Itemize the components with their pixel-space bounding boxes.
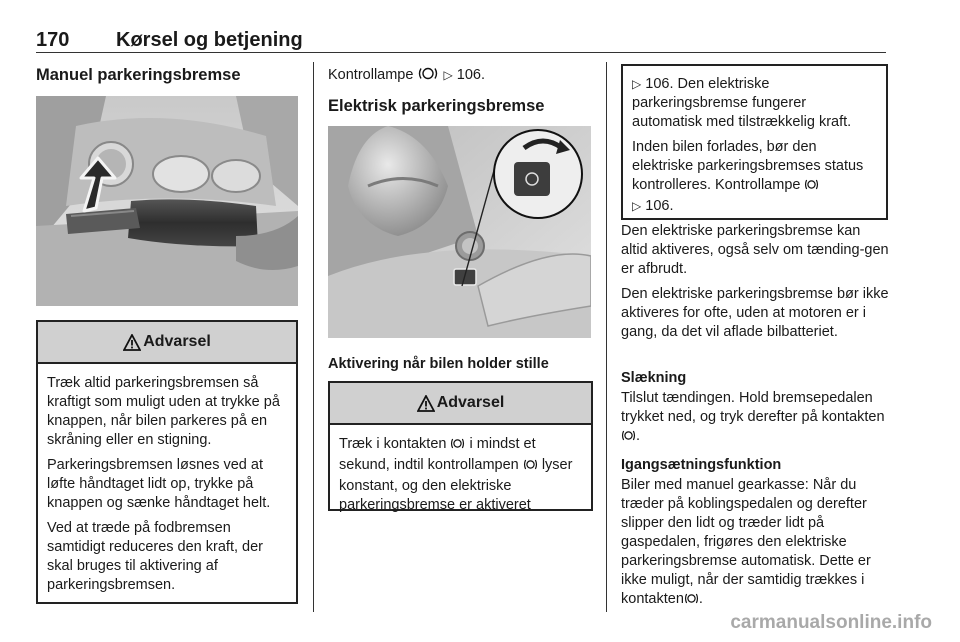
- page-ref-icon: ▷: [443, 68, 453, 82]
- warning-text: lyser konstant, og den elektriske parkeringsbremse er aktiveret: [339, 457, 573, 513]
- warning-title: Advarsel: [143, 333, 211, 350]
- release-text: [621, 389, 889, 448]
- electric-parking-brake-photo: [328, 126, 591, 338]
- body-paragraph: Den elektriske parkeringsbremse bør ikke aktiveres for ofte, uden at motoren er i gang, da det vil aflade bilbatteriet.: [621, 286, 889, 340]
- indicator-reference-page: 106.: [456, 67, 485, 83]
- warning-header: [38, 322, 296, 364]
- indicator-reference: [328, 66, 598, 87]
- page-ref-icon: ▷: [632, 199, 642, 213]
- column-divider-1: [313, 62, 314, 612]
- info-box-ref: 106.: [645, 76, 674, 92]
- parking-brake-indicator-icon: [523, 458, 538, 477]
- start-function-text: [621, 476, 889, 611]
- start-function-heading: Igangsætningsfunktion: [621, 457, 782, 473]
- parking-brake-switch-icon: [684, 592, 699, 611]
- info-box-ref: 106.: [645, 198, 674, 214]
- warning-paragraph: Ved at træde på fodbremsen samtidigt reduceres den kraft, der skal bruges til aktivering af parkeringsbremsen.: [47, 520, 263, 593]
- col3-body: [621, 222, 889, 348]
- parking-brake-switch-icon: [621, 429, 636, 448]
- start-function-end: .: [698, 591, 703, 607]
- warning-header: [330, 383, 591, 425]
- release-heading: Slækning: [621, 370, 687, 386]
- release-text-body: Tilslut tændingen. Hold bremsepedalen trykket ned, og tryk derefter på kontakten: [621, 390, 885, 425]
- warning-paragraph: Parkeringsbremsen løsnes ved at løfte håndtaget lidt op, trykke på knappen og sænke håndtaget helt.: [47, 457, 271, 511]
- brake-indicator-icon: [417, 66, 439, 87]
- body-paragraph: Den elektriske parkeringsbremse kan altid aktiveres, også selv om tænding-gen er afbrudt.: [621, 223, 889, 277]
- warning-title: Advarsel: [436, 394, 505, 411]
- activation-subheading: Aktivering når bilen holder stille: [328, 356, 549, 372]
- info-box-paragraph: [632, 75, 877, 132]
- parking-brake-switch-icon: [450, 437, 465, 456]
- info-box: [621, 64, 888, 220]
- electric-brake-heading: Elektrisk parkeringsbremse: [328, 97, 545, 115]
- header-rule: [36, 52, 886, 53]
- info-box-text: Den elektriske parkeringsbremse fungerer automatisk med tilstrækkelig kraft.: [632, 76, 852, 130]
- column-divider-2: [606, 62, 607, 612]
- warning-text: i mindst et sekund, indtil kontrollampen: [339, 436, 536, 473]
- page-ref-icon: ▷: [632, 77, 642, 91]
- chapter-title: Kørsel og betjening: [116, 29, 303, 51]
- manual-parking-brake-photo: [36, 96, 298, 306]
- page-number: 170: [36, 29, 70, 51]
- manual-brake-heading: Manuel parkeringsbremse: [36, 66, 241, 84]
- info-box-text: Inden bilen forlades, bør den elektriske parkeringsbremses status kontrolleres. Kontrollampe: [632, 139, 864, 193]
- warning-text: Træk i kontakten: [339, 436, 447, 452]
- watermark: carmanualsonline.info: [730, 612, 932, 633]
- info-box-paragraph: [632, 138, 877, 216]
- warning-triangle-icon: [417, 395, 435, 412]
- parking-brake-indicator-icon: [804, 178, 819, 197]
- warning-triangle-icon: [123, 334, 141, 351]
- warning-box-electric: [328, 381, 593, 511]
- warning-paragraph: Træk altid parkeringsbremsen så kraftigt som muligt uden at trykke på knappen, når bilen parkeres på en skråning eller en stigning.: [47, 375, 280, 448]
- start-function-body: Biler med manuel gearkasse: Når du træder på koblingspedalen og derefter slipper den lidt og træder lidt på gaspedalen, frigøres den elektriske parkeringsbremse automatisk. Dette er ikke muligt, når der samtidig trækkes i kontakten: [621, 477, 871, 607]
- release-text-end: .: [636, 428, 641, 444]
- warning-box-manual: [36, 320, 298, 604]
- indicator-reference-text: Kontrollampe: [328, 67, 414, 83]
